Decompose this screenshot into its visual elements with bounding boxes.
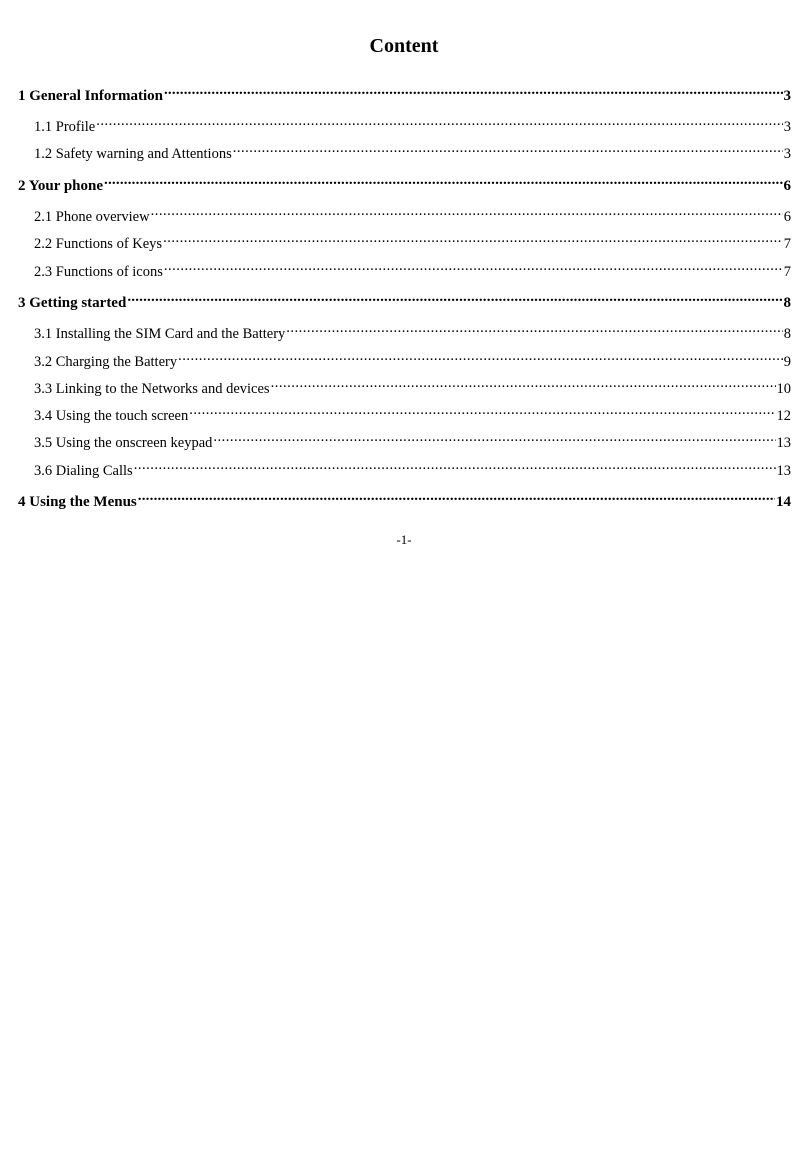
toc-entry-3-1[interactable] xyxy=(34,318,791,342)
dot-leader xyxy=(213,427,775,447)
toc-entry-label: 3.5 Using the onscreen keypad xyxy=(34,435,213,451)
dot-leader xyxy=(286,318,782,338)
toc-entry-page: 7 xyxy=(783,236,791,252)
dot-leader xyxy=(163,228,783,248)
toc-entry-page: 7 xyxy=(783,264,791,280)
toc-entry-3-5[interactable] xyxy=(34,427,791,451)
toc-entry-page: 12 xyxy=(776,408,791,424)
toc-entry-page: 13 xyxy=(776,435,791,451)
dot-leader xyxy=(164,256,783,276)
toc-entry-page: 6 xyxy=(783,209,791,225)
toc-entry-page: 3 xyxy=(783,146,791,162)
page-title: Content xyxy=(369,35,439,57)
toc-entry-label: 1.2 Safety warning and Attentions xyxy=(34,146,232,162)
dot-leader xyxy=(271,373,776,393)
dot-leader xyxy=(233,138,783,158)
toc-entry-label: 2 Your phone xyxy=(18,178,104,194)
toc-entry-4[interactable] xyxy=(18,486,791,510)
toc-entry-label: 4 Using the Menus xyxy=(18,494,137,510)
dot-leader xyxy=(189,400,775,420)
toc-entry-page: 13 xyxy=(776,463,791,479)
toc-entry-label: 3 Getting started xyxy=(18,295,127,311)
toc-entry-page: 8 xyxy=(783,295,791,311)
toc-entry-page: 6 xyxy=(783,178,791,194)
toc-entry-page: 8 xyxy=(783,326,791,342)
toc-entry-2-1[interactable] xyxy=(34,201,791,225)
toc-entry-label: 3.4 Using the touch screen xyxy=(34,408,189,424)
toc-entry-label: 3.2 Charging the Battery xyxy=(34,354,178,370)
dot-leader xyxy=(104,170,782,190)
toc-entry-1-2[interactable] xyxy=(34,138,791,162)
toc-entry-3-6[interactable] xyxy=(34,455,791,479)
toc-entry-2-3[interactable] xyxy=(34,256,791,280)
toc-entry-label: 2.2 Functions of Keys xyxy=(34,236,163,252)
toc-entry-3-2[interactable] xyxy=(34,346,791,370)
toc-entry-1-1[interactable] xyxy=(34,111,791,135)
toc-entry-page: 14 xyxy=(776,494,791,510)
toc-entry-label: 1 General Information xyxy=(18,88,163,104)
toc-entry-label: 2.1 Phone overview xyxy=(34,209,150,225)
dot-leader xyxy=(96,111,783,131)
toc-entry-label: 1.1 Profile xyxy=(34,119,96,135)
toc-entry-page: 10 xyxy=(776,381,791,397)
dot-leader xyxy=(151,201,783,221)
dot-leader xyxy=(127,287,782,307)
toc-entry-3-4[interactable] xyxy=(34,400,791,424)
toc-entry-2[interactable] xyxy=(18,170,791,194)
toc-entry-label: 3.6 Dialing Calls xyxy=(34,463,133,479)
dot-leader xyxy=(138,486,775,506)
toc-entry-page: 3 xyxy=(783,88,791,104)
page-number: -1- xyxy=(396,532,412,547)
toc-entry-3-3[interactable] xyxy=(34,373,791,397)
toc-entry-2-2[interactable] xyxy=(34,228,791,252)
toc-entry-label: 3.1 Installing the SIM Card and the Battery xyxy=(34,326,286,342)
dot-leader xyxy=(164,80,783,100)
toc-entry-page: 9 xyxy=(783,354,791,370)
toc-entry-1[interactable] xyxy=(18,80,791,104)
toc-entry-label: 3.3 Linking to the Networks and devices xyxy=(34,381,270,397)
dot-leader xyxy=(178,346,783,366)
toc-entry-page: 3 xyxy=(783,119,791,135)
toc-entry-3[interactable] xyxy=(18,287,791,311)
toc-entry-label: 2.3 Functions of icons xyxy=(34,264,163,280)
dot-leader xyxy=(134,455,776,475)
